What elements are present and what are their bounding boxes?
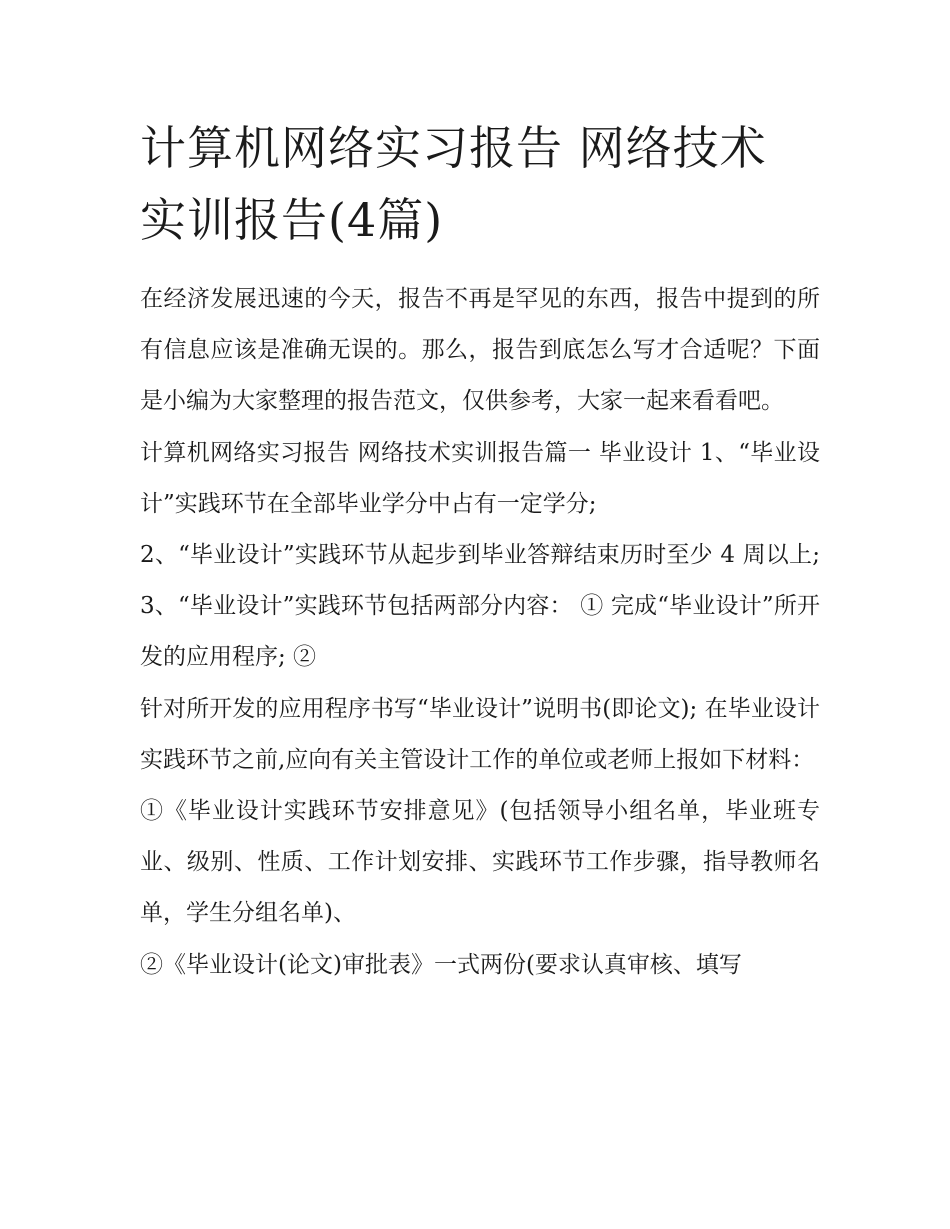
document-page	[140, 112, 820, 991]
paragraph-2: 2、“毕业设计”实践环节从起步到毕业答辩结束历时至少 4 周以上; 3、“毕业设计”实践环节包括两部分内容： ① 完成“毕业设计”所开发的应用程序; ②	[140, 542, 820, 671]
paragraph-intro: 在经济发展迅速的今天，报告不再是罕见的东西，报告中提到的所有信息应该是准确无误的。那么，报告到底怎么写才合适呢？下面是小编为大家整理的报告范文，仅供参考，大家一起来看看吧。	[140, 286, 820, 415]
paragraph-1: 计算机网络实习报告 网络技术实训报告篇一 毕业设计 1、“毕业设计”实践环节在全部毕业学分中占有一定学分;	[140, 439, 820, 517]
paragraph-3: 针对所开发的应用程序书写“毕业设计”说明书(即论文); 在毕业设计实践环节之前,应向有关主管设计工作的单位或老师上报如下材料：	[140, 695, 820, 773]
document-title: 计算机网络实习报告 网络技术实训报告(4篇)	[140, 121, 767, 247]
paragraph-4: ①《毕业设计实践环节安排意见》(包括领导小组名单，毕业班专业、级别、性质、工作计划安排、实践环节工作步骤，指导教师名单，学生分组名单)、	[140, 798, 820, 927]
paragraph-5: ②《毕业设计(论文)审批表》一式两份(要求认真审核、填写	[140, 951, 742, 978]
document-body	[140, 274, 820, 991]
